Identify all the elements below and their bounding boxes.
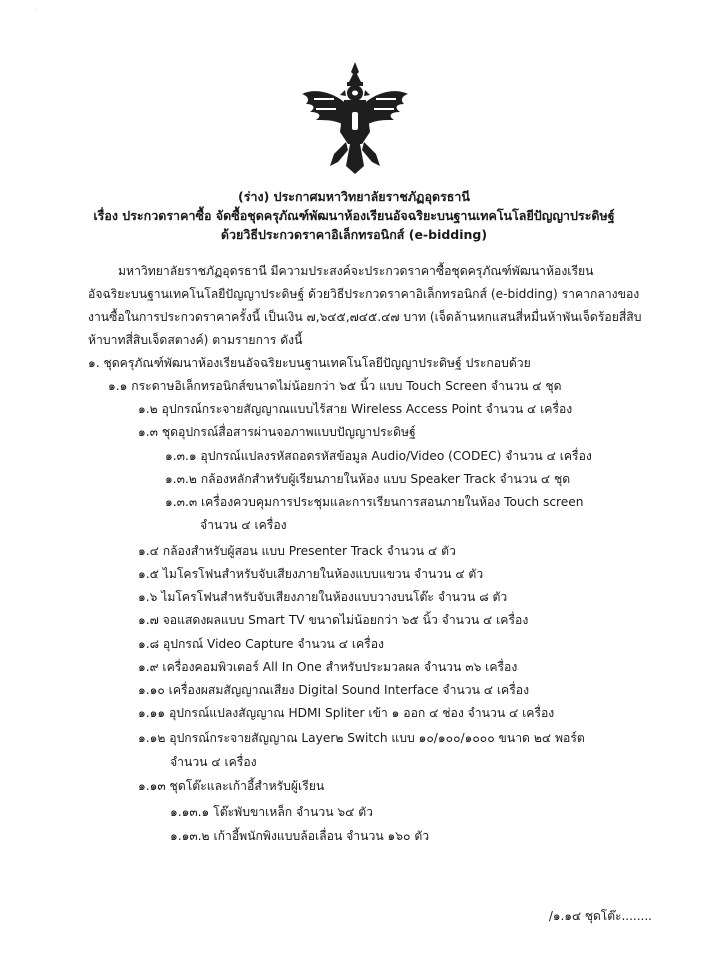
intro-line-1: มหาวิทยาลัยราชภัฏอุดรธานี มีความประสงค์จะประกวดราคาซื้อชุดครุภัณฑ์พัฒนาห้องเรียน bbox=[118, 264, 594, 278]
list-item: ๑.๓.๓ เครื่องควบคุมการประชุมและการเรียนการสอนภายในห้อง Touch screen bbox=[165, 495, 584, 509]
announcement-method: ด้วยวิธีประกวดราคาอิเล็กทรอนิกส์ (e-bidding) bbox=[220, 227, 488, 242]
announcement-subject: เรื่อง ประกวดราคาซื้อ จัดซื้อชุดครุภัณฑ์พัฒนาห้องเรียนอัจฉริยะบนฐานเทคโนโลยีปัญญาประดิษฐ์ bbox=[93, 208, 615, 223]
list-item: ๑.๑ กระดาษอิเล็กทรอนิกส์ขนาดไม่น้อยกว่า ๖๕ นิ้ว แบบ Touch Screen จำนวน ๔ ชุด bbox=[108, 379, 562, 393]
list-item: ๑.๑๐ เครื่องผสมสัญญาณเสียง Digital Sound Interface จำนวน ๔ เครื่อง bbox=[138, 683, 530, 697]
intro-line-3: งานซื้อในการประกวดราคาครั้งนี้ เป็นเงิน ๗,๖๔๕,๗๔๕.๔๗ บาท (เจ็ดล้านหกแสนสี่หมื่นห้าพันเจ็ดร้อยสี่สิบ bbox=[88, 310, 642, 324]
list-item: ๑. ชุดครุภัณฑ์พัฒนาห้องเรียนอัจฉริยะบนฐานเทคโนโลยีปัญญาประดิษฐ์ ประกอบด้วย bbox=[88, 356, 531, 370]
list-item: ๑.๗ จอแสดงผลแบบ Smart TV ขนาดไม่น้อยกว่า ๖๕ นิ้ว จำนวน ๔ เครื่อง bbox=[138, 613, 529, 627]
announcement-title: (ร่าง) ประกาศมหาวิทยาลัยราชภัฏอุดรธานี bbox=[238, 189, 470, 204]
list-item: ๑.๓ ชุดอุปกรณ์สื่อสารผ่านจอภาพแบบปัญญาประดิษฐ์ bbox=[138, 425, 416, 439]
list-item: ๑.๖ ไมโครโฟนสำหรับจับเสียงภายในห้องแบบวางบนโต๊ะ จำนวน ๘ ตัว bbox=[138, 590, 508, 604]
continuation-marker: /๑.๑๔ ชุดโต๊ะ........ bbox=[548, 909, 652, 923]
intro-line-2: อัจฉริยะบนฐานเทคโนโลยีปัญญาประดิษฐ์ ด้วยวิธีประกวดราคาอิเล็กทรอนิกส์ (e-bidding) ราคากลางของ bbox=[88, 287, 640, 301]
list-item: ๑.๔ กล้องสำหรับผู้สอน แบบ Presenter Track จำนวน ๔ ตัว bbox=[138, 544, 456, 558]
list-item: จำนวน ๔ เครื่อง bbox=[170, 755, 257, 769]
list-item: ๑.๑๑ อุปกรณ์แปลงสัญญาณ HDMI Spliter เข้า ๑ ออก ๔ ช่อง จำนวน ๔ เครื่อง bbox=[138, 706, 555, 720]
intro-line-4: ห้าบาทสี่สิบเจ็ดสตางค์) ตามรายการ ดังนี้ bbox=[88, 333, 303, 347]
list-item: จำนวน ๔ เครื่อง bbox=[200, 518, 287, 532]
list-item: ๑.๓.๑ อุปกรณ์แปลงรหัสถอดรหัสข้อมูล Audio/Video (CODEC) จำนวน ๔ เครื่อง bbox=[165, 449, 592, 463]
list-item: ๑.๙ เครื่องคอมพิวเตอร์ All In One สำหรับประมวลผล จำนวน ๓๖ เครื่อง bbox=[138, 660, 518, 674]
scan-dot-icon: · bbox=[34, 6, 37, 16]
list-item: ๑.๑๒ อุปกรณ์กระจายสัญญาณ Layer๒ Switch แบบ ๑๐/๑๐๐/๑๐๐๐ ขนาด ๒๔ พอร์ต bbox=[138, 731, 585, 745]
list-item: ๑.๓.๒ กล้องหลักสำหรับผู้เรียนภายในห้อง แบบ Speaker Track จำนวน ๔ ชุด bbox=[165, 472, 571, 486]
list-item: ๑.๑๓ ชุดโต๊ะและเก้าอี้สำหรับผู้เรียน bbox=[138, 779, 325, 793]
list-item: ๑.๑๓.๑ โต๊ะพับขาเหล็ก จำนวน ๖๔ ตัว bbox=[170, 805, 373, 819]
garuda-emblem-icon bbox=[300, 62, 410, 174]
list-item: ๑.๘ อุปกรณ์ Video Capture จำนวน ๔ เครื่อง bbox=[138, 637, 384, 651]
list-item: ๑.๑๓.๒ เก้าอี้พนักพิงแบบล้อเลื่อน จำนวน ๑๖๐ ตัว bbox=[170, 829, 430, 843]
list-item: ๑.๒ อุปกรณ์กระจายสัญญาณแบบไร้สาย Wireless Access Point จำนวน ๔ เครื่อง bbox=[138, 402, 573, 416]
list-item: ๑.๕ ไมโครโฟนสำหรับจับเสียงภายในห้องแบบแขวน จำนวน ๔ ตัว bbox=[138, 567, 484, 581]
